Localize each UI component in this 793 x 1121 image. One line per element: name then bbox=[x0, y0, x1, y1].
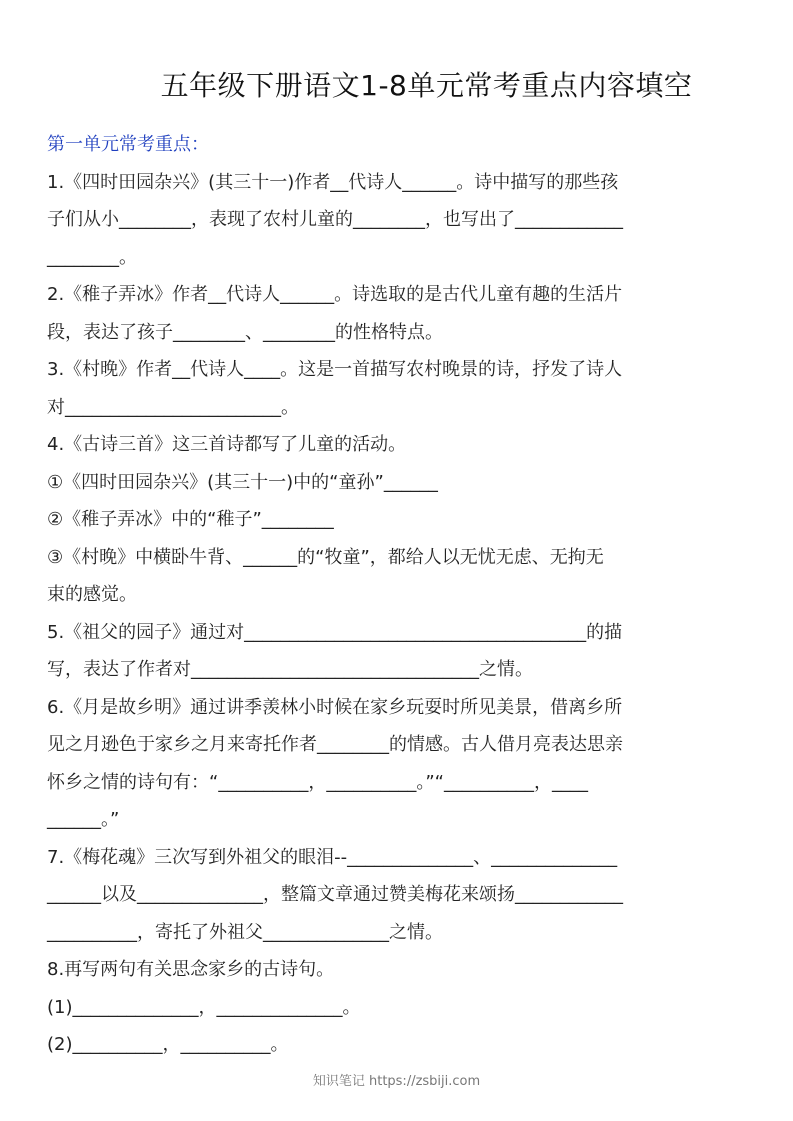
text-line: ________。 bbox=[47, 246, 137, 268]
section-heading: 第一单元常考重点： bbox=[47, 134, 209, 155]
text-line: 2.《稚子弄冰》作者__代诗人______。诗选取的是古代儿童有趣的生活片 bbox=[47, 284, 623, 305]
text-line: 束的感觉。 bbox=[47, 584, 137, 605]
text-line: 怀乡之情的诗句有：“__________，__________。”“__________，____ bbox=[47, 771, 588, 793]
worksheet-content bbox=[47, 126, 747, 1064]
text-line: 1.《四时田园杂兴》(其三十一)作者__代诗人______。诗中描写的那些孩 bbox=[47, 171, 619, 193]
text-line: 4.《古诗三首》这三首诗都写了儿童的活动。 bbox=[47, 434, 407, 455]
text-line: ______。” bbox=[47, 809, 120, 830]
text-line: ______以及______________，整篇文章通过赞美梅花来颂扬____________ bbox=[47, 884, 623, 905]
text-line: ③《村晚》中横卧牛背、______的“牧童”，都给人以无忧无虑、无拘无 bbox=[47, 546, 604, 568]
text-line: 写，表达了作者对________________________________之情。 bbox=[47, 659, 533, 680]
text-line: 5.《祖父的园子》通过对______________________________________的描 bbox=[47, 621, 623, 643]
text-line: 7.《梅花魂》三次写到外祖父的眼泪--______________、______________ bbox=[47, 846, 618, 868]
text-line: 子们从小________，表现了农村儿童的________，也写出了____________ bbox=[47, 209, 623, 230]
text-line: 见之月逊色于家乡之月来寄托作者________的情感。古人借月亮表达思亲 bbox=[47, 734, 623, 755]
text-line: 段，表达了孩子________、________的性格特点。 bbox=[47, 321, 443, 343]
text-line: 8.再写两句有关思念家乡的古诗句。 bbox=[47, 959, 335, 980]
text-line: ①《四时田园杂兴》(其三十一)中的“童孙”______ bbox=[47, 471, 438, 493]
text-line: 6.《月是故乡明》通过讲季羡林小时候在家乡玩耍时所见美景，借离乡所 bbox=[47, 696, 623, 718]
text-line: (1)______________，______________。 bbox=[47, 996, 361, 1018]
text-line: 对________________________。 bbox=[47, 396, 299, 418]
footer-watermark: 知识笔记 https://zsbiji.com bbox=[312, 1074, 481, 1089]
page-title: 五年级下册语文1-8单元常考重点内容填空 bbox=[160, 69, 693, 102]
text-line: (2)__________，__________。 bbox=[47, 1034, 289, 1055]
text-line: __________，寄托了外祖父______________之情。 bbox=[47, 921, 443, 943]
text-line: 3.《村晚》作者__代诗人____。这是一首描写农村晚景的诗，抒发了诗人 bbox=[47, 359, 623, 380]
text-line: ②《稚子弄冰》中的“稚子”________ bbox=[47, 509, 334, 530]
